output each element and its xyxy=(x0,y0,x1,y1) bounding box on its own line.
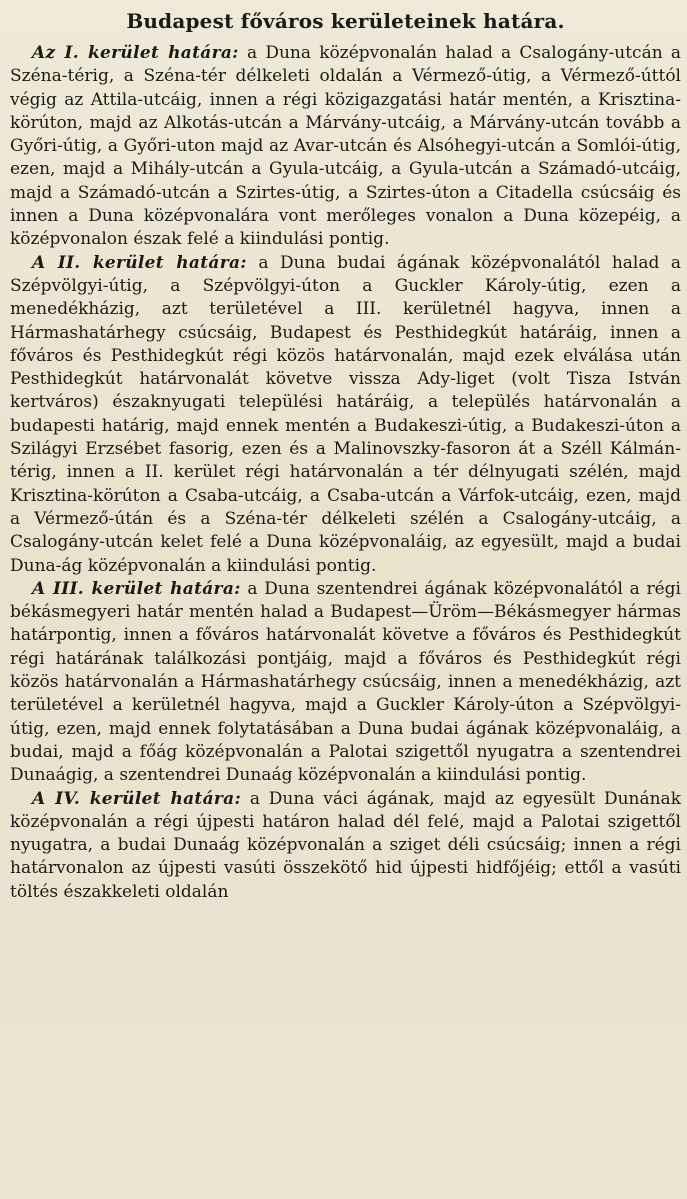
section-district-2 xyxy=(10,252,681,578)
section-heading: Az I. kerület határa: xyxy=(32,43,239,63)
section-heading: A II. kerület határa: xyxy=(32,252,247,273)
article-title: Budapest főváros kerületeinek határa. xyxy=(126,9,565,33)
section-body: a Duna középvonalán halad a Csalogány-utcán a Széna-térig, a Széna-tér délkeleti oldalán a Vérmező-útig, a Vérmező-úttól végig az Attila-utcáig, innen a régi közigazgatási határ mentén, a Krisztina-körúton, majd az Alkotás-utcán a Márvány-utcáig, a Márvány-utcán tovább a Győri-útig, a Győri-uton majd az Avar-utcán és Alsóhegyi-utcán a Somlói-útig, ezen, majd a Mihály-utcán a Gyula-utcáig, a Gyula-utcán a Számadó-utcáig, majd a Számadó-utcán a Szirtes-útig, a Szirtes-úton a Citadella csúcsáig és innen a Duna középvonalára vont merőleges vonalon a Duna közepéig, a középvonalon észak felé a kiindulási pontig. xyxy=(10,43,681,250)
section-body: a Duna budai ágának középvonalától halad a Szépvölgyi-útig, a Szépvölgyi-úton a Guckler Károly-útig, ezen a menedékházig, azt területével a III. kerületnél hagyva, innen a Hármashatárhegy csúcsáig, Budapest és Pesthidegkút határáig, innen a főváros és Pesthidegkút régi közös határvonalán, majd ezek elválása után Pesthidegkút határvonalát követve vissza Ady-liget (volt Tisza István kertváros) északnyugati települési határáig, a település határvonalán a budapesti határig, majd ennek mentén a Budakeszi-útig, a Budakeszi-úton a Szilágyi Erzsébet fasorig, ezen és a Malinovszky-fasoron át a Széll Kálmán-térig, innen a II. kerület régi határvonalán a tér délnyugati szélén, majd Krisztina-körúton a Csaba-utcáig, a Csaba-utcán a Várfok-utcáig, ezen, majd a Vérmező-útán és a Széna-tér délkeleti szélén a Csalogány-utcáig, a Csalogány-utcán kelet felé a Duna középvonaláig, az egyesült, majd a budai Duna-ág középvonalán a kiindulási pontig. xyxy=(10,252,681,576)
section-district-1 xyxy=(10,42,681,252)
section-heading: A III. kerület határa: xyxy=(32,578,241,599)
section-district-4 xyxy=(10,788,681,904)
section-body: a Duna szentendrei ágának középvonalától a régi békásmegyeri határ mentén halad a Budapest—Üröm—Békásmegyer hármas határpontig, innen a főváros határvonalát követve a főváros és Pesthidegkút régi határának találkozási pontjáig, majd a főváros és Pesthidegkút régi közös határvonalán a Hármashatárhegy csúcsáig, innen a menedékházig, azt területével a kerületnél hagyva, majd a Guckler Károly-úton a Szépvölgyi-útig, ezen, majd ennek folytatásában a Duna budai ágának középvonaláig, a budai, majd a főág középvonalán a Palotai szigettől nyugatra a szentendrei Dunaágig, a szentendrei Dunaág középvonalán a kiindulási pontig. xyxy=(10,578,681,786)
section-body: a Duna váci ágának, majd az egyesült Dunának középvonalán a régi újpesti határon halad dél felé, majd a Palotai szigettől nyugatra, a budai Dunaág középvonalán a sziget déli csúcsáig; innen a régi határvonalon az újpesti vasúti összekötő hid újpesti hidfőjéig; ettől a vasúti töltés északkeleti oldalán xyxy=(10,788,681,902)
section-district-3 xyxy=(10,578,681,788)
section-heading: A IV. kerület határa: xyxy=(32,788,242,809)
